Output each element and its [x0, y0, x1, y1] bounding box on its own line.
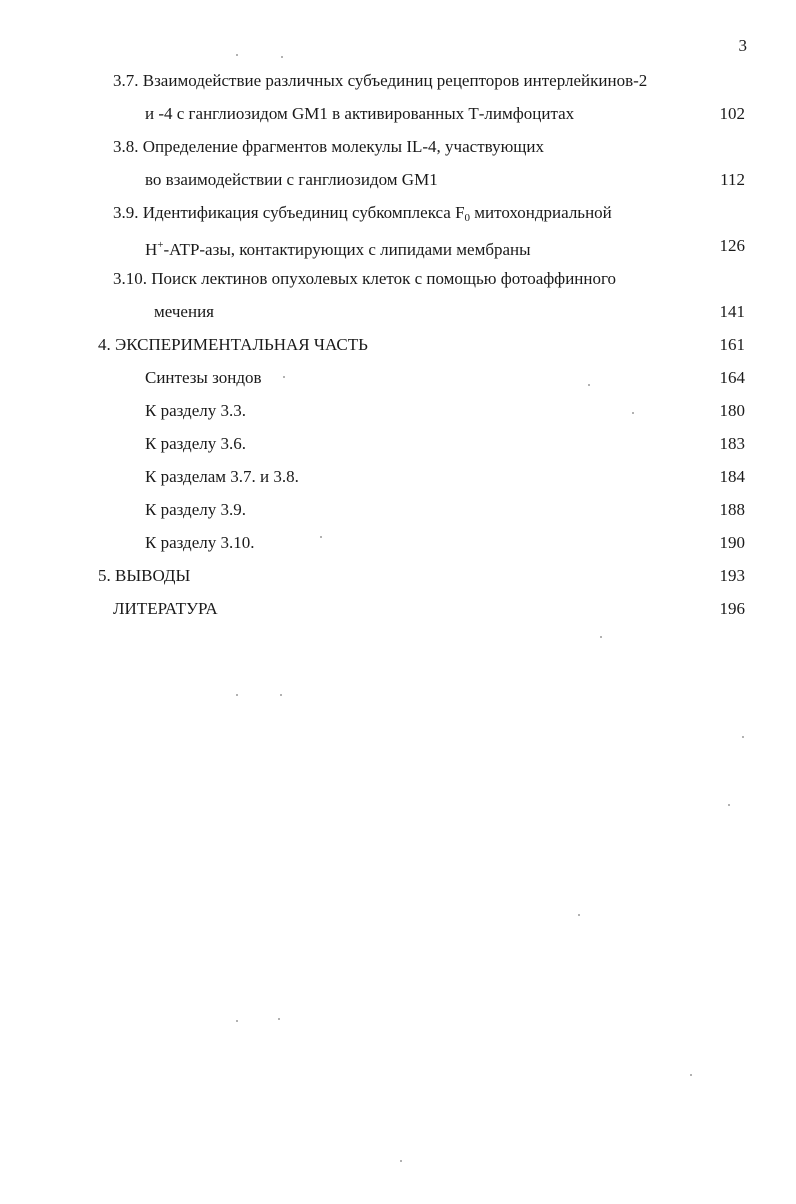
- page-number: 3: [738, 36, 747, 55]
- toc-section-title: 4. ЭКСПЕРИМЕНТАЛЬНАЯ ЧАСТЬ: [98, 335, 368, 354]
- toc-entry-text: и -4 с ганглиозидом GM1 в активированных Т-лимфоцитах: [145, 104, 575, 123]
- toc-entry-3-9-line-2: [0, 229, 796, 262]
- scan-speck: [236, 1020, 238, 1022]
- toc-entry-text: 3.10. Поиск лектинов опухолевых клеток с помощью фотоаффинного: [113, 269, 617, 288]
- toc-subentry: [0, 427, 796, 460]
- toc-text-part: -ATP-азы, контактирующих с липидами мембраны: [163, 240, 531, 259]
- scan-speck: [742, 736, 744, 738]
- toc-subentry: [0, 493, 796, 526]
- scan-speck: [588, 384, 590, 386]
- toc-subentry: [0, 361, 796, 394]
- toc-subentry: [0, 460, 796, 493]
- scan-speck: [600, 636, 602, 638]
- scan-speck: [281, 56, 283, 58]
- toc-entry-text: 3.8. Определение фрагментов молекулы IL-4, участвующих: [113, 137, 544, 156]
- scan-speck: [690, 1074, 692, 1076]
- toc-text-part: митохондриальной: [470, 203, 612, 222]
- toc-subentry: [0, 394, 796, 427]
- toc-literature: [0, 592, 796, 625]
- toc-page-number: 180: [719, 401, 745, 420]
- scan-speck: [400, 1160, 402, 1162]
- scan-speck: [728, 804, 730, 806]
- scan-speck: [236, 694, 238, 696]
- toc-entry-text: Синтезы зондов: [145, 368, 262, 387]
- toc-page-number: 126: [719, 236, 745, 255]
- toc-entry-3-8-line-2: [0, 163, 796, 196]
- toc-page-number: 112: [720, 170, 745, 189]
- toc-entry-text: во взаимодействии с ганглиозидом GM1: [145, 170, 438, 189]
- toc-entry-text: мечения: [154, 302, 214, 321]
- toc-page-number: 161: [719, 335, 745, 354]
- toc-page-number: 141: [719, 302, 745, 321]
- toc-entry-text: К разделу 3.6.: [145, 434, 246, 453]
- toc-page-number: 193: [719, 566, 745, 585]
- toc-section-5: [0, 559, 796, 592]
- toc-entry-3-7-line-2: [0, 97, 796, 130]
- superscript-plus: +: [157, 239, 164, 251]
- toc-entry-text: К разделам 3.7. и 3.8.: [145, 467, 299, 486]
- subscript-zero: 0: [464, 212, 471, 224]
- toc-section-title: ЛИТЕРАТУРА: [113, 599, 218, 618]
- scan-speck: [283, 376, 285, 378]
- toc-entry-3-10-line-2: [0, 295, 796, 328]
- toc-entry-3-9-line-1: [0, 196, 796, 229]
- toc-page-number: 188: [719, 500, 745, 519]
- toc-entry-text: К разделу 3.3.: [145, 401, 246, 420]
- toc-text-part: H: [145, 240, 158, 259]
- toc-entry-text: [145, 229, 531, 266]
- table-of-contents: [0, 64, 796, 625]
- toc-subentry: [0, 526, 796, 559]
- scan-speck: [236, 54, 238, 56]
- toc-page-number: 184: [719, 467, 745, 486]
- scan-speck: [632, 412, 634, 414]
- toc-page-number: 102: [719, 104, 745, 123]
- toc-page-number: 164: [719, 368, 745, 387]
- toc-entry-3-7-line-1: [0, 64, 796, 97]
- scan-speck: [578, 914, 580, 916]
- scan-speck: [278, 1018, 280, 1020]
- toc-text-part: 3.9. Идентификация субъединиц субкомплекса F: [113, 203, 465, 222]
- toc-section-title: 5. ВЫВОДЫ: [98, 566, 191, 585]
- toc-entry-3-8-line-1: [0, 130, 796, 163]
- toc-entry-text: 3.7. Взаимодействие различных субъединиц рецепторов интерлейкинов-2: [113, 71, 648, 90]
- toc-entry-text: К разделу 3.10.: [145, 533, 255, 552]
- toc-page-number: 190: [719, 533, 745, 552]
- toc-page-number: 196: [719, 599, 745, 618]
- toc-entry-3-10-line-1: [0, 262, 796, 295]
- toc-section-4: [0, 328, 796, 361]
- scan-speck: [320, 536, 322, 538]
- toc-page-number: 183: [719, 434, 745, 453]
- scan-speck: [280, 694, 282, 696]
- toc-entry-text: К разделу 3.9.: [145, 500, 246, 519]
